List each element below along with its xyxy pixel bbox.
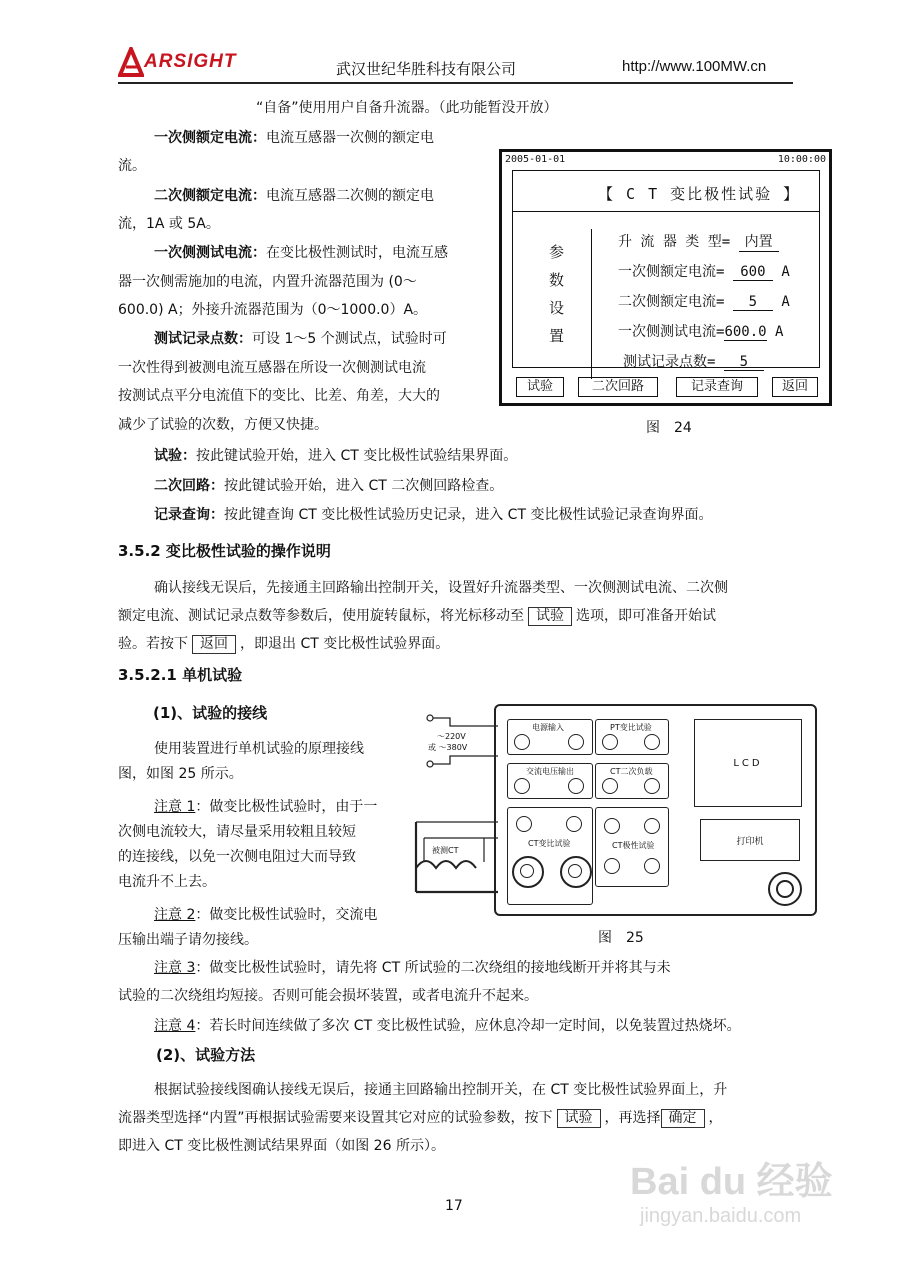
logo-mark-icon: [118, 47, 144, 77]
intro-line: “自备”使用用户自备升流器。（此功能暂没开放）: [256, 100, 558, 116]
company-logo: [118, 44, 237, 80]
para2-line1: 根据试验接线图确认接线无误后，接通主回路输出控制开关，在 CT 变比极性试验界面上，升: [154, 1082, 728, 1098]
terminal[interactable]: [644, 858, 660, 874]
desc-secondary-loop: 二次回路：按此键试验开始，进入 CT 二次侧回路检查。: [154, 478, 504, 494]
screen-time: 10:00:00: [777, 154, 826, 165]
terminal[interactable]: [568, 734, 584, 750]
screen-side-char: 置: [549, 327, 565, 345]
note1-line4: 电流升不上去。: [118, 874, 216, 890]
para2-line2: 流器类型选择“内置”再根据试验需要来设置其它对应的试验参数，按下 试验 ，再选择 确定 ，: [118, 1110, 723, 1126]
section-heading-352: 3.5.2 变比极性试验的操作说明: [118, 542, 331, 560]
terminal[interactable]: [514, 734, 530, 750]
inline-test-button: 试验: [557, 1109, 601, 1128]
terminal[interactable]: [566, 816, 582, 832]
tested-ct-label: 被测CT: [432, 846, 459, 855]
baidu-watermark: Bai du 经验 jingyan.baidu.com: [630, 1161, 833, 1227]
screen-side-char: 参: [549, 243, 565, 261]
def-secondary-rated-cont: 流，1A 或 5A。: [118, 216, 220, 232]
param-riser-type[interactable]: 升 流 器 类 型= 内置: [618, 231, 779, 252]
wiring-text-2: 图，如图 25 所示。: [118, 766, 243, 782]
logo-text: ARSIGHT: [144, 51, 237, 72]
ct-ratio-screen: [499, 149, 832, 406]
screen-title: 【 C T 变比极性试验 】: [598, 185, 801, 203]
desc-record-query: 记录查询：按此键查询 CT 变比极性试验历史记录，进入 CT 变比极性试验记录查询界面。: [154, 507, 713, 523]
note2-line2: 压输出端子请勿接线。: [118, 932, 258, 948]
def-primary-test-cont2: 600.0) A；外接升流器范围为（0～1000.0）A。: [118, 302, 428, 318]
inline-return-button: 返回: [192, 635, 236, 654]
wiring-text-1: 使用装置进行单机试验的原理接线: [154, 741, 364, 757]
header-divider: [118, 82, 793, 84]
para1-line1: 确认接线无误后，先接通主回路输出控制开关，设置好升流器类型、一次侧测试电流、二次侧: [154, 580, 728, 596]
def-record-points: 测试记录点数：可设 1～5 个测试点，试验时可: [154, 331, 447, 347]
param-record-points[interactable]: 测试记录点数= 5: [623, 351, 764, 371]
terminal[interactable]: [516, 816, 532, 832]
screen-vertical-divider: [591, 229, 592, 379]
ct-polarity-block: CT极性试验: [595, 807, 669, 887]
terminal[interactable]: [602, 778, 618, 794]
note3-line2: 试验的二次绕组均短接。否则可能会损坏装置，或者电流升不起来。: [118, 988, 538, 1004]
page-number: 17: [445, 1198, 463, 1214]
def-record-points-cont3: 减少了试验的次数，方便又快捷。: [118, 417, 328, 433]
ct-burden-block: CT二次负载: [595, 763, 669, 799]
note4-line1: 注意 4：若长时间连续做了多次 CT 变比极性试验，应休息冷却一定时间，以免装置过热烧坏。: [154, 1018, 741, 1034]
company-name: 武汉世纪华胜科技有限公司: [336, 60, 517, 78]
note2-line1: 注意 2：做变比极性试验时，交流电: [154, 907, 378, 923]
note1-line3: 的连接线，以免一次侧电阻过大而导致: [118, 849, 356, 865]
def-record-points-cont1: 一次性得到被测电流互感器在所设一次侧测试电流: [118, 360, 426, 376]
screen-record-query-button[interactable]: 记录查询: [676, 377, 758, 397]
inline-confirm-button: 确定: [661, 1109, 705, 1128]
para2-line3: 即进入 CT 变比极性测试结果界面（如图 26 所示）。: [118, 1138, 445, 1154]
current-terminal[interactable]: [512, 856, 544, 888]
para1-line2: 额定电流、测试记录点数等参数后，使用旋转鼠标，将光标移动至 试验 选项，即可准备开始试: [118, 608, 716, 624]
screen-frame: [512, 170, 820, 368]
section-heading-3521: 3.5.2.1 单机试验: [118, 666, 243, 684]
screen-secondary-loop-button[interactable]: 二次回路: [578, 377, 658, 397]
terminal[interactable]: [604, 858, 620, 874]
note3-line1: 注意 3：做变比极性试验时，请先将 CT 所试验的二次绕组的接地线断开并将其与未: [154, 960, 671, 976]
screen-side-char: 设: [549, 299, 565, 317]
printer: 打印机: [700, 819, 800, 861]
para1-line3: 验。若按下 返回 ，即退出 CT 变比极性试验界面。: [118, 636, 450, 652]
rotary-knob[interactable]: [768, 872, 802, 906]
supply-label-380: 或 ～380V: [428, 743, 468, 752]
fig24-caption: 图 24: [646, 420, 692, 436]
fig25-caption: 图 25: [598, 930, 644, 946]
def-record-points-cont2: 按测试点平分电流值下的变比、比差、角差，大大的: [118, 388, 440, 404]
lcd-display: LCD: [694, 719, 802, 807]
terminal[interactable]: [568, 778, 584, 794]
note1-line2: 次侧电流较大，请尽量采用较粗且较短: [118, 824, 356, 840]
def-primary-test-cont1: 器一次侧需施加的电流，内置升流器范围为 (0～: [118, 274, 417, 290]
sub-heading-wiring: (1)、试验的接线: [153, 704, 268, 722]
terminal[interactable]: [604, 818, 620, 834]
terminal[interactable]: [644, 818, 660, 834]
device-panel: [494, 704, 817, 916]
ac-output-block: 交流电压输出: [507, 763, 593, 799]
terminal[interactable]: [644, 778, 660, 794]
param-primary-test[interactable]: 一次侧测试电流=600.0 A: [618, 324, 784, 340]
def-primary-test: 一次侧测试电流：在变比极性测试时，电流互感: [154, 245, 448, 261]
note1-line1: 注意 1：做变比极性试验时，由于一: [154, 799, 378, 815]
screen-side-char: 数: [549, 271, 565, 289]
terminal[interactable]: [514, 778, 530, 794]
terminal[interactable]: [644, 734, 660, 750]
supply-label-220: ～220V: [437, 732, 466, 741]
pt-ratio-block: PT变比试验: [595, 719, 669, 755]
screen-test-button[interactable]: 试验: [516, 377, 564, 397]
current-terminal[interactable]: [560, 856, 592, 888]
power-input-block: 电源输入: [507, 719, 593, 755]
param-primary-rated[interactable]: 一次侧额定电流= 600 A: [618, 264, 790, 280]
desc-test: 试验：按此键试验开始，进入 CT 变比极性试验结果界面。: [154, 448, 518, 464]
param-secondary-rated[interactable]: 二次侧额定电流= 5 A: [618, 294, 790, 310]
def-secondary-rated: 二次侧额定电流：电流互感器二次侧的额定电: [154, 188, 434, 204]
def-primary-rated-cont: 流。: [118, 158, 146, 174]
screen-title-divider: [513, 211, 819, 212]
terminal[interactable]: [602, 734, 618, 750]
inline-test-button: 试验: [528, 607, 572, 626]
sub-heading-method: (2)、试验方法: [156, 1046, 256, 1064]
screen-return-button[interactable]: 返回: [772, 377, 818, 397]
def-primary-rated: 一次侧额定电流：电流互感器一次侧的额定电: [154, 130, 434, 146]
screen-date: 2005-01-01: [505, 154, 566, 165]
ct-ratio-block: CT变比试验: [507, 807, 593, 905]
company-url[interactable]: http://www.100MW.cn: [622, 58, 767, 75]
